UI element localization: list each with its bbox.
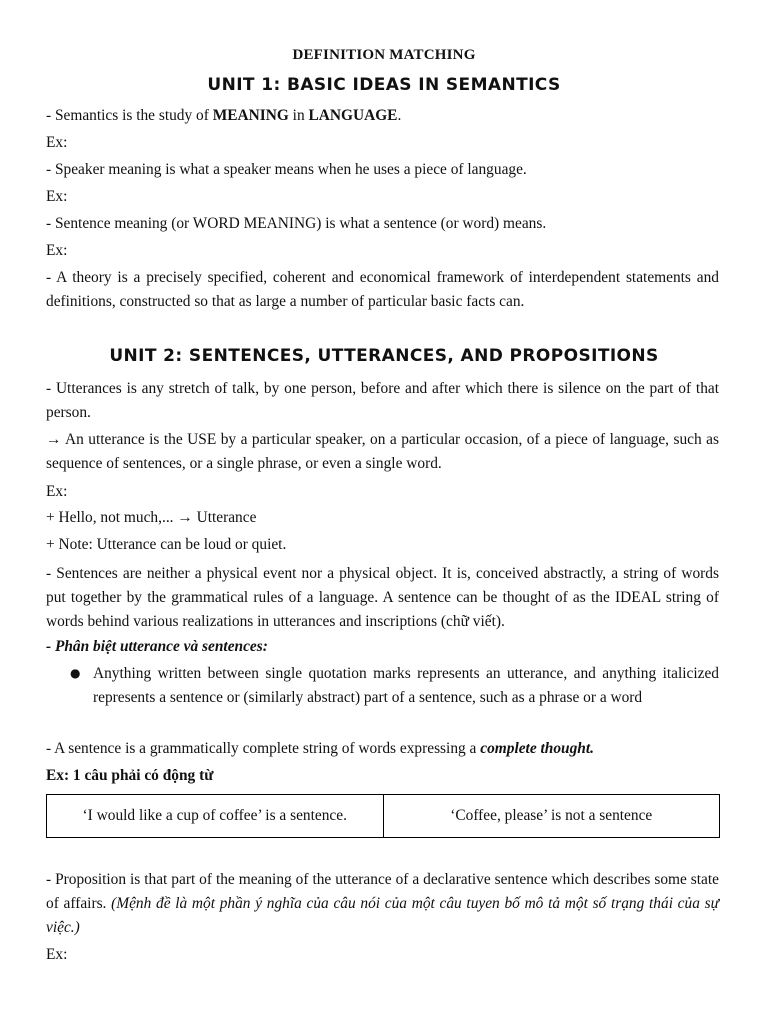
proposition-vietnamese: (Mệnh đề là một phần ý nghĩa của câu nói của một câu tuyen bố mô tả một số trạng thái của sự việc.) xyxy=(46,895,719,936)
sentence-meaning-definition: - Sentence meaning (or WORD MEANING) is what a sentence (or word) means. xyxy=(46,215,547,232)
example-label: Ex: xyxy=(46,188,68,205)
semantics-suffix: . xyxy=(397,107,402,124)
distinguish-heading-text: - Phân biệt utterance và sentences: xyxy=(46,638,268,655)
bullet-icon: ● xyxy=(70,666,81,680)
verb-example xyxy=(46,766,719,786)
unit-2-heading: UNIT 2: SENTENCES, UTTERANCES, AND PROPOSITIONS xyxy=(109,346,659,366)
utterance-use-definition: → An utterance is the USE by a particular speaker, on a particular occasion, of a piece of language, such as sequence of sentences, or a single phrase, or even a single word. xyxy=(46,431,719,472)
utterance-definition: - Utterances is any stretch of talk, by one person, before and after which there is silence on the part of that person. xyxy=(46,380,719,421)
unit-1-heading: UNIT 1: BASIC IDEAS IN SEMANTICS xyxy=(207,75,561,95)
sentence-definition: - Sentences are neither a physical event nor a physical object. It is, conceived abstractly, a string of words put together by the grammatical rules of a language. A sentence can be thought of as the IDEAL string of words behind various realizations in utterances and inscriptions (chữ viết). xyxy=(46,565,719,630)
table-cell-not-sentence: ‘Coffee, please’ is not a sentence xyxy=(383,795,720,837)
proposition-text: - Proposition is that part of the meaning of the utterance of a declarative sentence which describes some state of affairs. xyxy=(46,871,719,912)
document-title: DEFINITION MATCHING xyxy=(292,47,476,63)
hello-example: + Hello, not much,... → Utterance xyxy=(46,509,257,526)
speaker-meaning-definition: - Speaker meaning is what a speaker means when he uses a piece of language. xyxy=(46,161,527,178)
theory-definition: - A theory is a precisely specified, coherent and economical framework of interdependent statements and definitions, constructed so that as large a number of particular basic facts can. xyxy=(46,269,719,310)
example-label: Ex: xyxy=(46,483,68,500)
semantics-definition xyxy=(46,106,719,126)
example-label: Ex: xyxy=(46,242,68,259)
utterance-note: + Note: Utterance can be loud or quiet. xyxy=(46,536,287,553)
complete-thought-emphasis: complete thought. xyxy=(480,740,594,757)
complete-thought-definition xyxy=(46,739,719,759)
semantics-mid: in xyxy=(288,107,309,124)
meaning-keyword: MEANING xyxy=(212,107,289,124)
example-label: Ex: xyxy=(46,134,68,151)
example-label: Ex: xyxy=(46,946,68,963)
language-keyword: LANGUAGE xyxy=(308,107,398,124)
semantics-prefix: - Semantics is the study of xyxy=(46,107,213,124)
comparison-table xyxy=(46,794,720,838)
bullet-item: Anything written between single quotation marks represents an utterance, and anything italicized represents a sentence or (similarly abstract) part of a sentence, such as a phrase or a word xyxy=(93,665,719,706)
proposition-definition xyxy=(46,868,719,940)
complete-thought-prefix: - A sentence is a grammatically complete string of words expressing a xyxy=(46,740,481,757)
verb-example-text: Ex: 1 câu phải có động từ xyxy=(46,767,214,784)
table-cell-sentence: ‘I would like a cup of coffee’ is a sentence. xyxy=(82,807,347,824)
distinguish-heading xyxy=(46,637,719,657)
